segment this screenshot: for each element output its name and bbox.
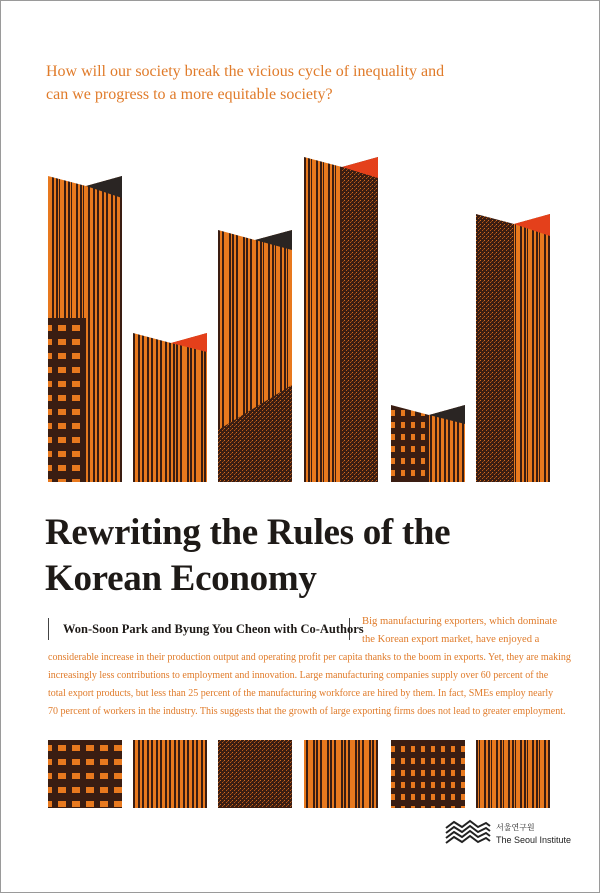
building-4 bbox=[304, 157, 378, 482]
texture-tile-6 bbox=[476, 740, 550, 808]
logo-korean-name: 서울연구원 bbox=[496, 823, 535, 832]
texture-tile-3 bbox=[218, 740, 292, 808]
tagline-line-1: How will our society break the vicious cycle of inequality and bbox=[46, 63, 445, 80]
texture-tile-1 bbox=[48, 740, 122, 808]
abstract-line-4: increasingly less contributions to employment and innovation. Large manufacturing companies supply over 60 percent of the bbox=[48, 670, 549, 681]
building-2 bbox=[133, 333, 207, 482]
abstract-line-6: 70 percent of workers in the industry. This suggests that the growth of large exporting firms does not lead to greater employment. bbox=[48, 706, 566, 717]
building-3 bbox=[218, 230, 292, 482]
authors-box bbox=[48, 618, 364, 640]
texture-tile-5 bbox=[391, 740, 465, 808]
texture-tile-2 bbox=[133, 740, 207, 808]
title-line-1: Rewriting the Rules of the bbox=[45, 512, 451, 553]
abstract-line-2: the Korean export market, have enjoyed a bbox=[362, 634, 540, 645]
texture-tile-4 bbox=[304, 740, 378, 808]
abstract-line-5: total export products, but less than 25 percent of the manufacturing workforce are hired by them. In fact, SMEs employ nearly bbox=[48, 688, 554, 699]
book-title bbox=[45, 510, 450, 602]
abstract-line-1: Big manufacturing exporters, which dominate bbox=[362, 616, 558, 627]
authors: Won-Soon Park and Byung You Cheon with Co-Authors bbox=[63, 622, 364, 636]
seoul-institute-logo bbox=[444, 818, 574, 858]
building-5 bbox=[391, 405, 465, 482]
logo-english-name: The Seoul Institute bbox=[496, 835, 572, 845]
texture-strip bbox=[48, 740, 550, 808]
building-6 bbox=[476, 214, 550, 482]
tagline-line-2: can we progress to a more equitable society? bbox=[46, 86, 333, 103]
building-1 bbox=[48, 176, 122, 482]
logo-mark-icon bbox=[444, 818, 492, 846]
abstract-line-3: considerable increase in their production output and operating profit per capita thanks to the boom in exports. Yet, they are making bbox=[48, 652, 571, 663]
title-line-2: Korean Economy bbox=[45, 558, 317, 599]
